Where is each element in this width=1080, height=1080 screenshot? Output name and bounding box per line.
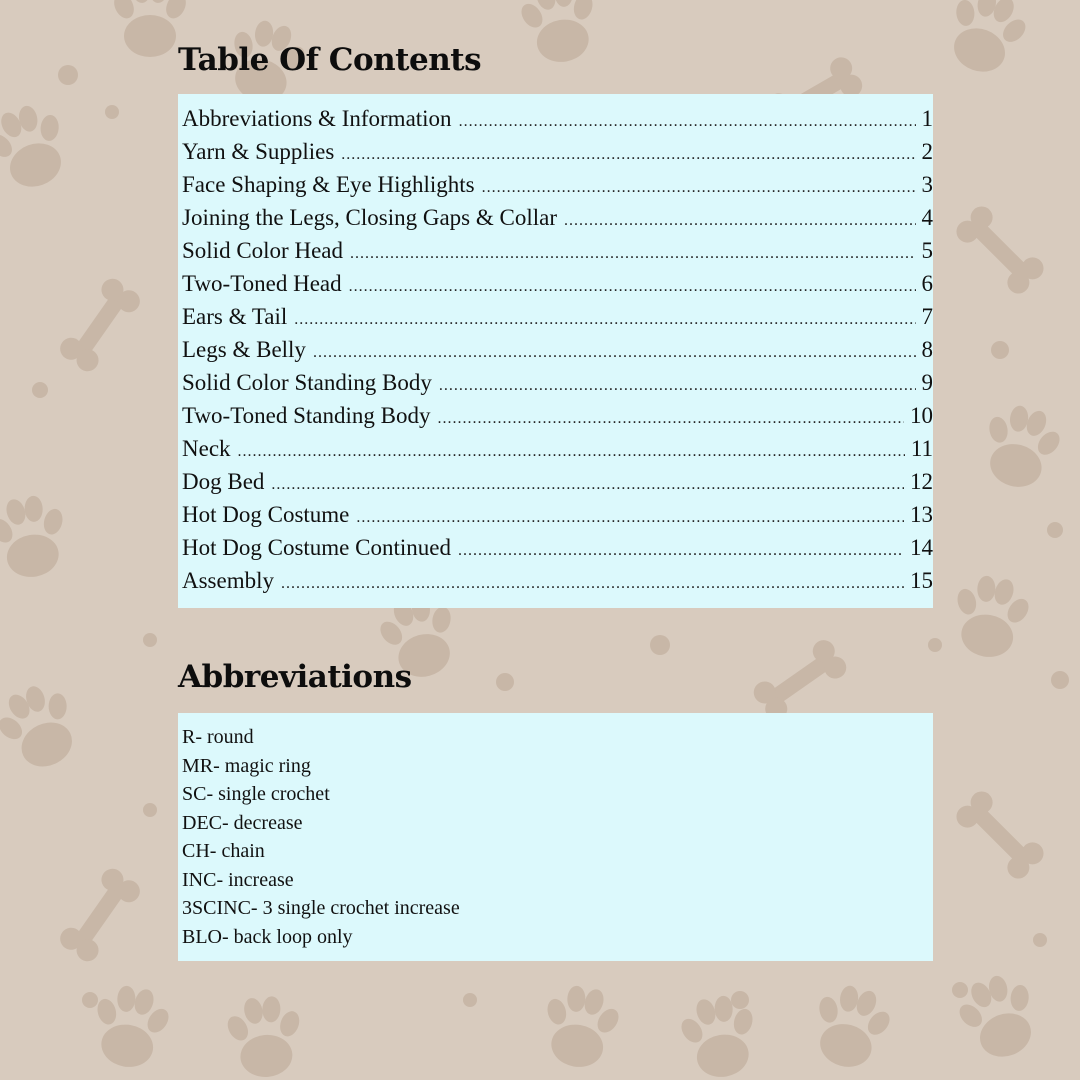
toc-entry — [182, 399, 933, 432]
toc-entry — [182, 564, 933, 597]
toc-dot-leader — [459, 105, 916, 138]
toc-entry-page: 6 — [921, 271, 933, 296]
toc-entry-label: Hot Dog Costume Continued — [182, 535, 451, 560]
toc-entry-page: 15 — [910, 568, 933, 593]
abbreviation-item: BLO- back loop only — [182, 925, 353, 948]
toc-dot-leader — [458, 534, 904, 567]
toc-entry — [182, 531, 933, 564]
toc-entry-label: Yarn & Supplies — [182, 139, 335, 164]
toc-entry — [182, 267, 933, 300]
toc-entry-page: 5 — [921, 238, 933, 263]
toc-entry-label: Legs & Belly — [182, 337, 306, 362]
abbreviation-item: SC- single crochet — [182, 783, 330, 805]
toc-entry-page: 12 — [910, 469, 933, 494]
toc-entry — [182, 432, 933, 465]
toc-dot-leader — [438, 402, 905, 435]
toc-dot-leader — [271, 468, 904, 501]
toc-dot-leader — [294, 303, 915, 336]
toc-dot-leader — [341, 138, 915, 171]
toc-entry-page: 1 — [921, 106, 933, 131]
toc-entry-label: Assembly — [182, 568, 274, 593]
toc-dot-leader — [356, 501, 904, 534]
toc-entry — [182, 102, 933, 135]
toc-entry-page: 3 — [921, 172, 933, 197]
toc-heading: Table Of Contents — [178, 42, 482, 78]
toc-dot-leader — [482, 171, 916, 204]
toc-dot-leader — [313, 336, 916, 369]
abbreviations-panel — [178, 713, 933, 961]
toc-entry-page: 8 — [921, 337, 933, 362]
toc-entry-page: 2 — [921, 139, 933, 164]
toc-entry — [182, 300, 933, 333]
toc-dot-leader — [564, 204, 915, 237]
abbreviations-heading: Abbreviations — [178, 659, 412, 695]
abbreviation-item: MR- magic ring — [182, 754, 311, 777]
toc-entry-label: Solid Color Head — [182, 238, 343, 263]
toc-entry-label: Two-Toned Head — [182, 271, 342, 296]
toc-panel — [178, 94, 933, 608]
toc-entry-label: Face Shaping & Eye Highlights — [182, 172, 475, 197]
toc-dot-leader — [281, 567, 904, 600]
toc-entry-label: Abbreviations & Information — [182, 106, 452, 131]
toc-entry — [182, 465, 933, 498]
toc-dot-leader — [439, 369, 916, 402]
toc-entry-page: 11 — [910, 436, 933, 461]
toc-entry — [182, 135, 933, 168]
toc-entry-page: 14 — [910, 535, 933, 560]
toc-dot-leader — [238, 435, 905, 468]
toc-entry-page: 4 — [921, 205, 933, 230]
toc-entry — [182, 168, 933, 201]
toc-dot-leader — [350, 237, 916, 270]
toc-entry-label: Ears & Tail — [182, 304, 288, 329]
toc-entry — [182, 333, 933, 366]
toc-entry-page: 7 — [921, 304, 933, 329]
toc-entry — [182, 366, 933, 399]
abbreviation-item: CH- chain — [182, 840, 265, 862]
toc-entry-page: 9 — [921, 370, 933, 395]
abbreviation-item: 3SCINC- 3 single crochet increase — [182, 897, 460, 919]
abbreviation-item: INC- increase — [182, 868, 294, 891]
toc-entry-page: 13 — [910, 502, 933, 527]
toc-entry-label: Dog Bed — [182, 469, 265, 494]
toc-entry-label: Two-Toned Standing Body — [182, 403, 431, 428]
toc-entry-label: Joining the Legs, Closing Gaps & Collar — [182, 205, 558, 230]
toc-entry-label: Solid Color Standing Body — [182, 370, 432, 395]
toc-dot-leader — [349, 270, 916, 303]
toc-entry-label: Neck — [182, 436, 231, 461]
abbreviation-item: DEC- decrease — [182, 811, 303, 834]
toc-entry — [182, 498, 933, 531]
abbreviation-item: R- round — [182, 726, 254, 748]
toc-entry — [182, 234, 933, 267]
toc-entry-label: Hot Dog Costume — [182, 502, 350, 527]
toc-entry-page: 10 — [910, 403, 933, 428]
toc-entry — [182, 201, 933, 234]
